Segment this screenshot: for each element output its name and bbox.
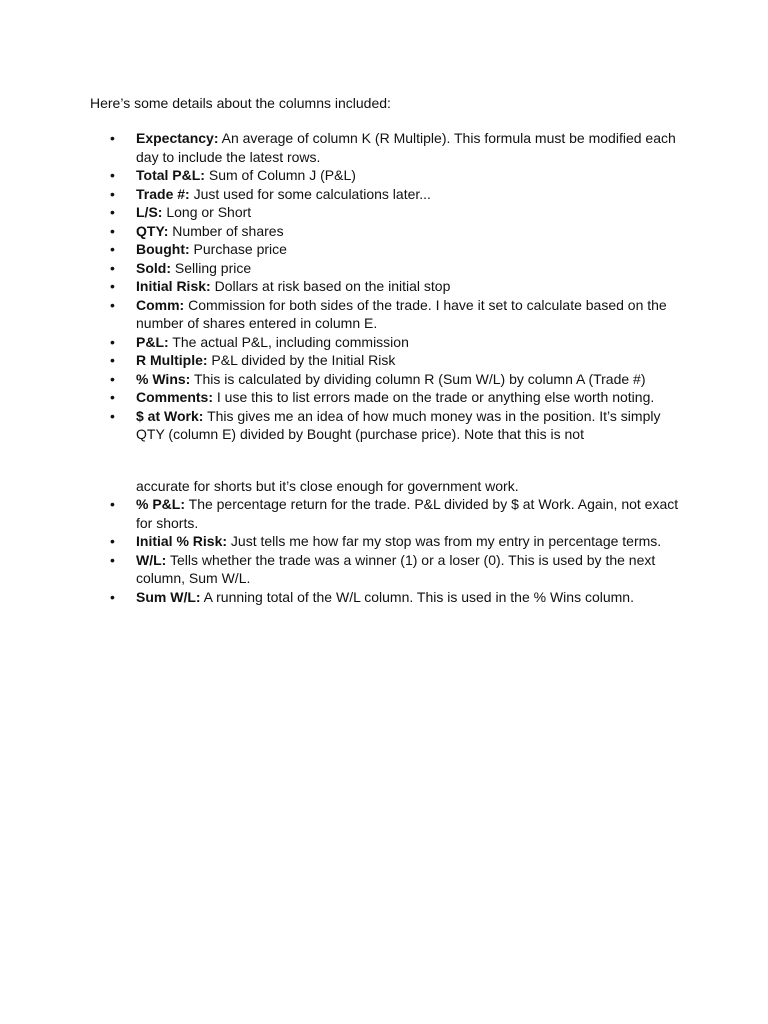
term-label: Sold:: [136, 259, 171, 276]
term-label: W/L:: [136, 551, 167, 568]
bullet-icon: •: [110, 352, 115, 368]
term-description: Dollars at risk based on the initial stop: [210, 278, 451, 294]
term-label: Comments:: [136, 389, 214, 405]
term-label: QTY:: [136, 222, 169, 239]
column-definitions-list: [108, 129, 680, 606]
term-label: $ at Work:: [136, 407, 204, 424]
term-description: A running total of the W/L column. This is used in the % Wins column.: [200, 588, 634, 605]
bullet-icon: •: [110, 533, 115, 549]
term-description: Number of shares: [168, 222, 284, 239]
bullet-icon: •: [110, 296, 115, 313]
term-description: The percentage return for the trade. P&L divided by $ at Work. Again, not exact for shorts.: [136, 496, 679, 531]
list-item-r-multiple: [108, 351, 680, 370]
term-description: Just tells me how far my stop was from my entry in percentage terms.: [227, 533, 662, 549]
term-label: % Wins:: [136, 370, 191, 387]
term-label: Expectancy:: [136, 130, 219, 146]
bullet-icon: •: [110, 370, 115, 387]
term-label: P&L:: [136, 333, 169, 350]
term-label: Sum W/L:: [136, 588, 201, 605]
term-label: Initial Risk:: [136, 278, 211, 294]
term-description: Just used for some calculations later...: [189, 185, 431, 202]
bullet-icon: •: [110, 333, 115, 350]
list-item-initial-percent-risk: [108, 532, 680, 551]
term-label: L/S:: [136, 204, 163, 220]
list-item-bought: [108, 240, 680, 259]
list-item-long-short: [108, 203, 680, 222]
list-item-qty: [108, 222, 680, 241]
term-label: Trade #:: [136, 185, 190, 202]
term-label: Comm:: [136, 296, 185, 313]
list-item-percent-pl: [108, 495, 680, 532]
term-description-continued: accurate for shorts but it’s close enough for government work.: [136, 477, 519, 494]
term-description: An average of column K (R Multiple). This formula must be modified each day to include the latest rows.: [136, 130, 676, 165]
term-description: Selling price: [171, 259, 252, 276]
bullet-icon: •: [110, 407, 115, 424]
term-label: % P&L:: [136, 496, 185, 512]
list-item-percent-wins: [108, 370, 680, 389]
term-description: The actual P&L, including commission: [168, 333, 409, 350]
bullet-icon: •: [110, 130, 115, 146]
bullet-icon: •: [110, 185, 115, 202]
bullet-icon: •: [110, 222, 115, 239]
term-label: R Multiple:: [136, 352, 208, 368]
bullet-icon: •: [110, 204, 115, 220]
list-item-sold: [108, 259, 680, 278]
term-description: Purchase price: [189, 241, 287, 257]
list-item-initial-risk: [108, 277, 680, 296]
term-description: This is calculated by dividing column R (Sum W/L) by column A (Trade #): [190, 370, 646, 387]
intro-text: Here’s some details about the columns included:: [90, 95, 391, 111]
bullet-icon: •: [110, 389, 115, 405]
term-label: Bought:: [136, 241, 190, 257]
term-description: Sum of Column J (P&L): [204, 167, 356, 183]
list-item-comm: [108, 296, 680, 333]
term-description: P&L divided by the Initial Risk: [207, 352, 396, 368]
term-description: I use this to list errors made on the trade or anything else worth noting.: [213, 389, 655, 405]
term-description: Commission for both sides of the trade. I have it set to calculate based on the number of shares entered in column E.: [136, 296, 667, 331]
bullet-icon: •: [110, 259, 115, 276]
list-item-win-loss: [108, 551, 680, 588]
bullet-icon: •: [110, 241, 115, 257]
list-item-trade-number: [108, 185, 680, 204]
list-item-total-pl: [108, 166, 680, 185]
term-description: This gives me an idea of how much money was in the position. It’s simply QTY (column E) divided by Bought (purchase price). Note that this is not: [136, 407, 661, 442]
bullet-icon: •: [110, 167, 115, 183]
term-description: Long or Short: [162, 204, 252, 220]
bullet-icon: •: [110, 496, 115, 512]
list-item-pl: [108, 333, 680, 352]
bullet-icon: •: [110, 588, 115, 605]
term-label: Total P&L:: [136, 167, 205, 183]
list-item-expectancy: [108, 129, 680, 166]
list-item-sum-win-loss: [108, 588, 680, 607]
bullet-icon: •: [110, 278, 115, 294]
term-description: Tells whether the trade was a winner (1) or a loser (0). This is used by the next column, Sum W/L.: [136, 551, 656, 586]
list-item-comments: [108, 388, 680, 407]
bullet-icon: •: [110, 551, 115, 568]
term-label: Initial % Risk:: [136, 533, 228, 549]
list-item-dollars-at-work: [108, 407, 680, 496]
